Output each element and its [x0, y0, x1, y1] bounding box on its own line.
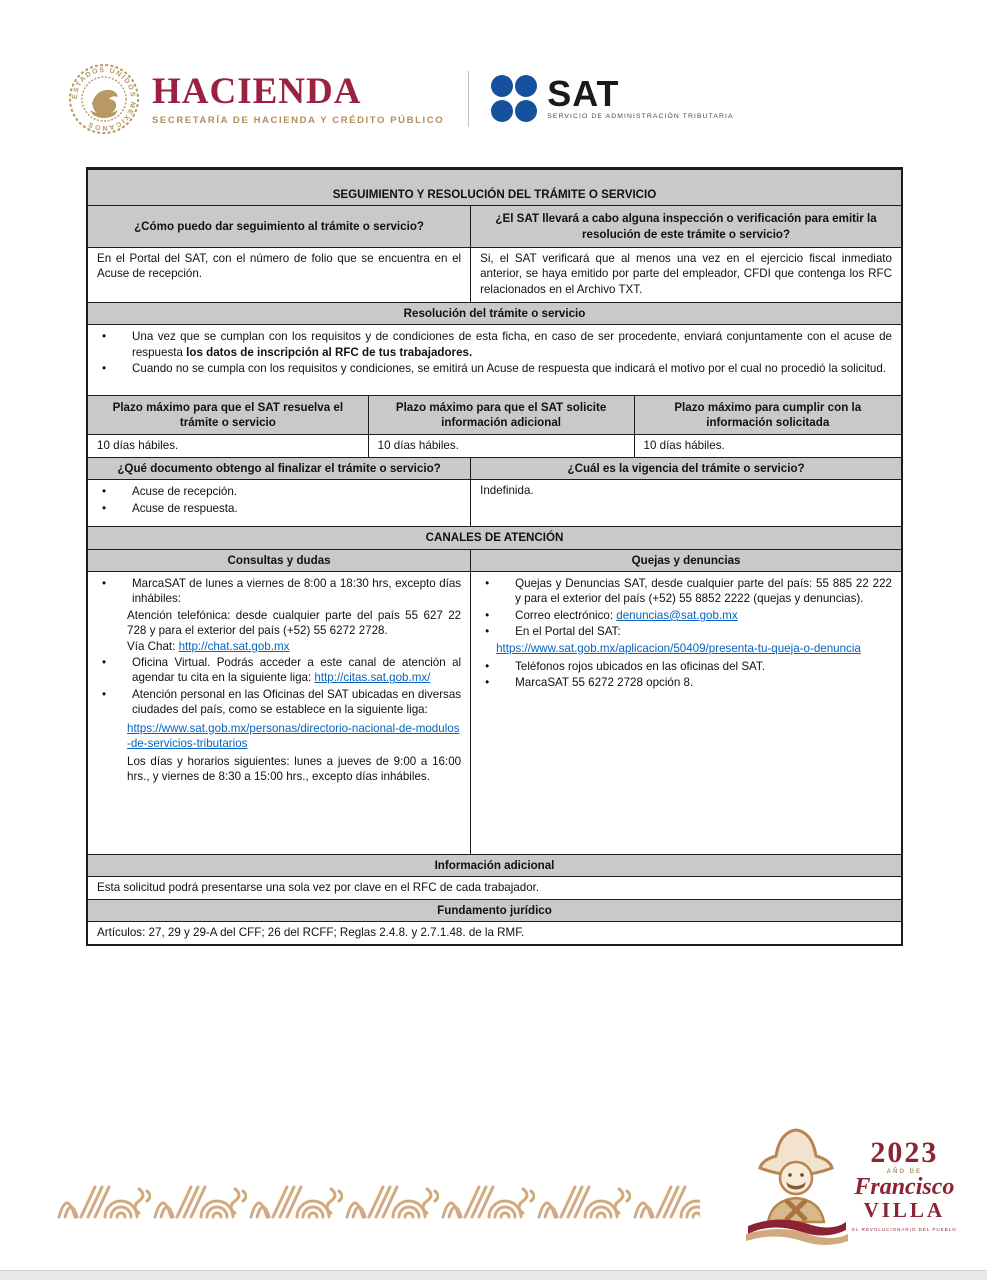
- quejas-bullet-5: [480, 675, 892, 690]
- resolucion-body: [88, 325, 901, 395]
- logo-divider: [468, 71, 469, 127]
- quejas-bullet-1: [480, 576, 892, 607]
- svg-text:ESTADOS UNIDOS MEXICANOS: ESTADOS UNIDOS MEXICANOS: [71, 66, 137, 132]
- consultas-b1-line1: MarcaSAT de lunes a viernes de 8:00 a 18:30 hrs, excepto días inhábiles:: [132, 577, 462, 606]
- question-inspeccion: ¿El SAT llevará a cabo alguna inspección o verificación para emitir la resolución de este trámite o servicio?: [470, 206, 901, 247]
- mexico-seal-icon: [60, 58, 148, 140]
- question-vigencia: ¿Cuál es la vigencia del trámite o servicio?: [470, 458, 901, 479]
- sat-logo: [489, 74, 733, 124]
- tramite-table: [86, 167, 903, 946]
- queja-denuncia-link[interactable]: https://www.sat.gob.mx/aplicacion/50409/presenta-tu-queja-o-denuncia: [496, 641, 861, 655]
- portal-sat-label: En el Portal del SAT:: [515, 625, 621, 639]
- bullet-marker: [97, 329, 132, 360]
- section-title-canales: CANALES DE ATENCIÓN: [88, 527, 901, 548]
- plazo-header-solicite: Plazo máximo para que el SAT solicite información adicional: [368, 396, 634, 434]
- answer-vigencia: Indefinida.: [470, 480, 901, 526]
- bullet-marker: [480, 675, 515, 690]
- bullet-marker: [97, 687, 132, 718]
- section-title-fundamento: Fundamento jurídico: [88, 900, 901, 921]
- bullet-marker: [480, 659, 515, 674]
- bullet-marker: [97, 655, 132, 686]
- plazo-header-cumplir: Plazo máximo para cumplir con la información solicitada: [634, 396, 901, 434]
- villa-2023-logo: [742, 1122, 960, 1254]
- bullet-marker: [480, 608, 515, 623]
- page-bottom-bar: [0, 1270, 987, 1280]
- resolucion-bullet-2: [97, 361, 892, 376]
- directorio-modulos-link[interactable]: https://www.sat.gob.mx/personas/directorio-nacional-de-modulos-de-servicios-tributarios: [127, 721, 460, 751]
- section-title-resolucion: Resolución del trámite o servicio: [88, 303, 901, 324]
- quejas-bullet-2: [480, 608, 892, 623]
- consultas-bullet-2: [97, 655, 461, 686]
- pancho-villa-portrait-icon: [742, 1122, 850, 1254]
- consultas-bullet-3: [97, 687, 461, 718]
- bullet-marker: [97, 484, 132, 499]
- hacienda-subtitle: SECRETARÍA DE HACIENDA Y CRÉDITO PÚBLICO: [152, 114, 445, 126]
- villa-villa: VILLA: [863, 1198, 946, 1223]
- resolucion-bullet-1: [97, 329, 892, 360]
- section-title-info-adicional: Información adicional: [88, 855, 901, 876]
- section-title-seguimiento: SEGUIMIENTO Y RESOLUCIÓN DEL TRÁMITE O SERVICIO: [88, 170, 901, 205]
- villa-francisco: Francisco: [854, 1174, 955, 1200]
- sat-dots-icon: [489, 74, 539, 124]
- correo-label: Correo electrónico:: [515, 608, 617, 622]
- documento-bullet-2: Acuse de respuesta.: [132, 501, 238, 515]
- via-chat-label: Vía Chat:: [127, 639, 179, 653]
- hacienda-logo: [152, 70, 445, 126]
- canales-consultas-cell: [88, 572, 470, 854]
- government-header: [60, 58, 734, 140]
- marcasat-opcion-text: MarcaSAT 55 6272 2728 opción 8.: [515, 676, 694, 690]
- documento-bullet-1: Acuse de recepción.: [132, 485, 238, 499]
- hacienda-wordmark: HACIENDA: [152, 70, 362, 112]
- citas-sat-link[interactable]: http://citas.sat.gob.mx/: [314, 671, 431, 685]
- aztec-pattern-strip: [55, 1183, 700, 1221]
- chat-sat-link[interactable]: http://chat.sat.gob.mx: [178, 639, 290, 653]
- answer-documento: [88, 480, 470, 526]
- plazo-header-resuelva: Plazo máximo para que el SAT resuelva el trámite o servicio: [88, 396, 368, 434]
- bullet-marker: [97, 576, 132, 607]
- oficina-virtual-text: Oficina Virtual. Podrás acceder a este canal de atención al agendar tu cita en la siguiente liga:: [132, 656, 462, 685]
- answer-inspeccion: Si, el SAT verificará que al menos una vez en el ejercicio fiscal inmediato anterior, se haya emitido por parte del empleador, CFDI que contenga los RFC relacionados en el Archivo TXT.: [470, 248, 901, 302]
- denuncias-email-link[interactable]: denuncias@sat.gob.mx: [616, 608, 738, 622]
- horarios-text: Los días y horarios siguientes: lunes a jueves de 9:00 a 16:00 hrs., y viernes de 8:30 a 15:00 hrs., excepto días inhábiles.: [127, 754, 462, 783]
- fundamento-body: Artículos: 27, 29 y 29-A del CFF; 26 del RCFF; Reglas 2.4.8. y 2.7.1.48. de la RMF.: [97, 926, 525, 940]
- question-documento: ¿Qué documento obtengo al finalizar el trámite o servicio?: [88, 458, 470, 479]
- canales-quejas-cell: [470, 572, 901, 854]
- info-adicional-body: Esta solicitud podrá presentarse una sola vez por clave en el RFC de cada trabajador.: [97, 881, 540, 895]
- consultas-b1-line2: Atención telefónica: desde cualquier parte del país 55 627 22 728 y para el exterior del país (+52) 55 6272 2728.: [127, 608, 462, 638]
- resolucion-bullet-1-bold: los datos de inscripción al RFC de tus trabajadores.: [186, 345, 473, 359]
- answer-seguimiento: En el Portal del SAT, con el número de folio que se encuentra en el Acuse de recepción.: [97, 252, 462, 281]
- bullet-marker: [480, 576, 515, 607]
- sat-subtitle: SERVICIO DE ADMINISTRACIÓN TRIBUTARIA: [547, 112, 734, 120]
- quejas-denuncias-text: Quejas y Denuncias SAT, desde cualquier parte del país: 55 885 22 222 y para el exterior del país (+52) 55 8852 2222 (quejas y denuncias).: [515, 577, 892, 606]
- villa-tagline: EL REVOLUCIONARIO DEL PUEBLO: [852, 1227, 957, 1233]
- consultas-bullet-1: [97, 576, 461, 607]
- question-seguimiento: ¿Cómo puedo dar seguimiento al trámite o servicio?: [88, 206, 470, 247]
- resolucion-bullet-2-text: Cuando no se cumpla con los requisitos y condiciones, se emitirá un Acuse de respuesta que indicará el motivo por el cual no procedió la solicitud.: [132, 362, 887, 376]
- canales-header-quejas: Quejas y denuncias: [470, 550, 901, 571]
- quejas-bullet-4: [480, 659, 892, 674]
- villa-year: 2023: [870, 1136, 939, 1169]
- plazo-value-cumplir: 10 días hábiles.: [634, 435, 901, 456]
- plazo-value-solicite: 10 días hábiles.: [368, 435, 634, 456]
- consultas-b1-line3: [127, 639, 461, 654]
- plazo-value-resuelva: 10 días hábiles.: [97, 439, 179, 453]
- bullet-marker: [97, 501, 132, 516]
- atencion-personal-text: Atención personal en las Oficinas del SAT ubicadas en diversas ciudades del país, como se establece en la siguiente liga:: [132, 687, 462, 717]
- canales-header-consultas: Consultas y dudas: [88, 550, 470, 571]
- quejas-bullet-3: [480, 624, 892, 639]
- bullet-marker: [97, 361, 132, 376]
- telefonos-rojos-text: Teléfonos rojos ubicados en las oficinas del SAT.: [515, 660, 765, 674]
- bullet-marker: [480, 624, 515, 639]
- sat-wordmark: SAT: [547, 73, 620, 115]
- villa-ano-de: AÑO DE: [886, 1169, 923, 1175]
- resolucion-bullet-1-text: Una vez que se cumplan con los requisitos y de condiciones de esta ficha, en caso de ser procedente, enviará conjuntamente con el acuse de respuesta: [132, 330, 892, 359]
